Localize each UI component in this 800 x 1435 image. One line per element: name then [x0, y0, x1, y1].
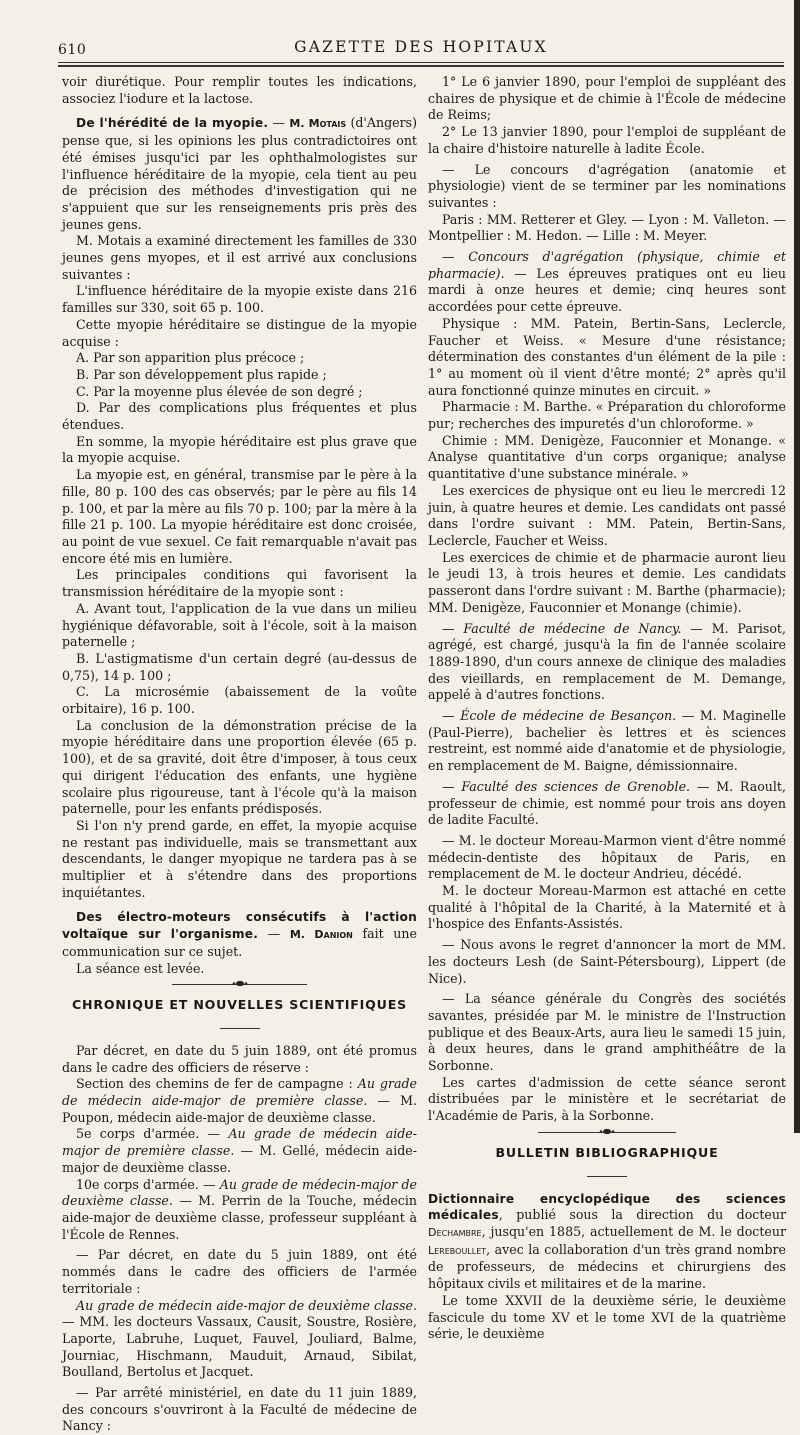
paragraph: Les cartes d'admission de cette séance seront distribuées par le ministère et le secrétariat de l'Académie de Paris, à la Sorbonne. — [428, 1074, 786, 1124]
paragraph: Les principales conditions qui favorisent la transmission héréditaire de la myopie sont : — [62, 567, 417, 600]
paragraph: Le tome XXVII de la deuxième série, le deuxième fascicule du tome XV et le tome XVI de la quatrième série, le deuxième — [428, 1292, 786, 1342]
paragraph: Si l'on n'y prend garde, en effet, la myopie acquise ne restant pas individuelle, mais se transmettant aux descendants, le danger myopique ne tardera pas à se multiplier et à s'étendre dans des proportions inquiétantes. — [62, 817, 417, 900]
list-item: C. Par la moyenne plus élevée de son degré ; — [76, 383, 363, 399]
paragraph: 10e corps d'armée. — Au grade de médecin-major de deuxième classe. — M. Perrin de la Touche, médecin aide-major de deuxième classe, professeur suppléant à l'École de Rennes. — [62, 1176, 417, 1242]
list-item: A. Par son apparition plus précoce ; — [76, 350, 305, 366]
paragraph: — La séance générale du Congrès des sociétés savantes, présidée par M. le ministre de l'Instruction publique et des Beaux-Arts, aura lieu le samedi 15 juin, à deux heures, dans le grand amphithéâtre de la Sorbonne. — [428, 991, 786, 1074]
paragraph: — Faculté des sciences de Grenoble. — M. Raoult, professeur de chimie, est nommé pour trois ans doyen de ladite Faculté. — [428, 778, 786, 828]
paragraph: L'influence héréditaire de la myopie existe dans 216 familles sur 330, soit 65 p. 100. — [62, 283, 417, 316]
heading-rule — [587, 1176, 627, 1177]
page-edge-shadow — [794, 0, 800, 1133]
paragraph: Pharmacie : M. Barthe. « Préparation du chloroforme pur; recherches des impuretés d'un chloroforme. » — [428, 399, 786, 432]
paragraph: — M. le docteur Moreau-Marmon vient d'être nommé médecin-dentiste des hôpitaux de Paris, en remplacement de M. le docteur Andrieu, décédé. — [428, 832, 786, 882]
paragraph: — Par décret, en date du 5 juin 1889, ont été nommés dans le cadre des officiers de l'armée territoriale : — [62, 1247, 417, 1296]
journal-title: GAZETTE DES HOPITAUX — [294, 38, 548, 56]
paragraph: Chimie : MM. Denigèze, Fauconnier et Monange. « Analyse quantitative d'un corps organique; analyse quantitative d'une substance minérale. » — [428, 432, 786, 482]
paragraph: — Nous avons le regret d'annoncer la mort de MM. les docteurs Lesh (de Saint-Pétersbourg), Lippert (de Nice). — [428, 937, 786, 986]
paragraph: En somme, la myopie héréditaire est plus grave que la myopie acquise. — [62, 433, 417, 466]
paragraph: Par décret, en date du 5 juin 1889, ont été promus dans le cadre des officiers de réserve : — [62, 1042, 417, 1075]
header-rule — [58, 62, 784, 63]
paragraph: Physique : MM. Patein, Bertin-Sans, Leclercle, Faucher et Weiss. « Mesure d'une résistance; détermination des constantes d'un élément de la pile : 1° au moment où il vient d'être monté; 2° après qu'il aura fonctionné quinze minutes en circuit. » — [428, 315, 786, 398]
paragraph: Paris : MM. Retterer et Gley. — Lyon : M. Valleton. — Montpellier : M. Hedon. — Lille : M. Meyer. — [428, 211, 786, 244]
list-item: B. Par son développement plus rapide ; — [76, 366, 327, 382]
paragraph: Section des chemins de fer de campagne : Au grade de médecin aide-major de première classe. — M. Poupon, médecin aide-major de deuxième classe. — [62, 1076, 418, 1125]
page-number: 610 — [58, 42, 87, 58]
author-name: M. Danion — [289, 928, 353, 942]
paragraph: — École de médecine de Besançon. — M. Maginelle (Paul-Pierre), bachelier ès lettres et ès sciences restreint, est nommé aide d'anatomie et de physiologie, en remplacement de M. Baigne, démissionnaire. — [428, 708, 786, 774]
list-item: C. La microsémie (abaissement de la voûte orbitaire), 16 p. 100. — [62, 684, 417, 717]
paragraph: La myopie est, en général, transmise par le père à la fille, 80 p. 100 des cas observés; par le père au fils 14 p. 100, et par la mère au fils 70 p. 100; par la mère à la fille 21 p. 100. La myopie héréditaire est donc croisée, au point de vue sexuel. Ce fait remarquable n'avait pas encore été mis en lumière. — [62, 467, 417, 566]
section-heading: BULLETIN BIBLIOGRAPHIQUE — [495, 1144, 719, 1160]
paragraph: M. Motais a examiné directement les familles de 330 jeunes gens myopes, et il est arrivé aux conclusions suivantes : — [62, 233, 417, 282]
section-divider — [428, 1125, 786, 1139]
right-column — [428, 74, 786, 1343]
author-name: M. Motais — [289, 117, 347, 131]
section-heading: CHRONIQUE ET NOUVELLES SCIENTIFIQUES — [72, 997, 407, 1013]
article-title: Des électro-moteurs consécutifs à l'action voltaïque sur l'organisme. — [62, 910, 417, 942]
myopia-article-intro: De l'hérédité de la myopie. — M. Motais (d'Angers) pense que, si les opinions les plus contradictoires ont été émises jusqu'ici par les ophthalmologistes sur l'influence héréditaire de la myopie, cela tient au peu de précision des méthodes d'investigation qui ne s'appuient que sur les renseignements pris près des jeunes gens. — [62, 115, 417, 232]
paragraph: Les exercices de chimie et de pharmacie auront lieu le jeudi 13, à trois heures et demie. Les candidats passeront dans l'ordre suivant : M. Barthe (pharmacie); MM. Denigèze, Fauconnier et Monange (chimie). — [428, 549, 786, 615]
list-item: D. Par des complications plus fréquentes et plus étendues. — [62, 400, 417, 433]
list-item: B. L'astigmatisme d'un certain degré (au-dessus de 0,75), 14 p. 100 ; — [62, 650, 417, 683]
paragraph: 5e corps d'armée. — Au grade de médecin aide-major de première classe. — M. Gellé, médecin aide-major de deuxième classe. — [62, 1126, 417, 1175]
paragraph: — Le concours d'agrégation (anatomie et physiologie) vient de se terminer par les nominations suivantes : — [428, 161, 786, 210]
paragraph: Les exercices de physique ont eu lieu le mercredi 12 juin, à quatre heures et demie. Les candidats ont passé dans l'ordre suivant : MM. Patein, Bertin-Sans, Leclercle, Faucher et Weiss. — [428, 482, 786, 548]
left-column — [62, 74, 417, 1435]
paragraph: M. le docteur Moreau-Marmon est attaché en cette qualité à l'hôpital de la Charité, à la Maternité et à l'hospice des Enfants-Assistés. — [428, 883, 786, 932]
paragraph: La séance est levée. — [76, 960, 205, 976]
list-item: 1° Le 6 janvier 1890, pour l'emploi de suppléant des chaires de physique et de chimie à l'École de médecine de Reims; — [428, 74, 786, 123]
section-divider — [62, 977, 417, 991]
header-rule-thick — [58, 65, 784, 67]
list-item: 2° Le 13 janvier 1890, pour l'emploi de suppléant de la chaire d'histoire naturelle à ladite École. — [428, 124, 786, 156]
paragraph: — Faculté de médecine de Nancy. — M. Parisot, agrégé, est chargé, jusqu'à la fin de l'année scolaire 1889-1890, d'un cours annexe de clinique des maladies des vieillards, en remplacement de M. Demange, appelé à d'autres fonctions. — [428, 620, 786, 703]
list-item: A. Avant tout, l'application de la vue dans un milieu hygiénique défavorable, soit à l'école, soit à la maison paternelle ; — [62, 600, 417, 650]
electro-article-intro: Des électro-moteurs consécutifs à l'action voltaïque sur l'organisme. — M. Danion fait une communication sur ce sujet. — [62, 910, 417, 959]
heading-rule — [220, 1028, 260, 1029]
paragraph: voir diurétique. Pour remplir toutes les indications, associez l'iodure et la lactose. — [62, 74, 417, 106]
paragraph: Au grade de médecin aide-major de deuxième classe. — MM. les docteurs Vassaux, Causit, Soustre, Rosière, Laporte, Labruhe, Luquet, Fauvel, Jouliard, Balme, Journiac, Hischmann, Mauduit, Arnaud, Sibilat, Boulland, Bertolus et Jacquet. — [62, 1297, 417, 1380]
bibliography-entry: Dictionnaire encyclopédique des sciences médicales, publié sous la direction du docteur Dechambre, jusqu'en 1885, actuellement de M. le docteur Lereboullet, avec la collaboration d'un très grand nombre de professeurs, de médecins et chirurgiens des hôpitaux civils et militaires et de la marine. — [428, 1191, 786, 1292]
article-title: De l'hérédité de la myopie. — [76, 116, 269, 131]
paragraph: — Par arrêté ministériel, en date du 11 juin 1889, des concours s'ouvriront à la Faculté de médecine de Nancy : — [62, 1385, 417, 1434]
paragraph: La conclusion de la démonstration précise de la myopie héréditaire dans une proportion élevée (65 p. 100), et de sa gravité, doit être d'imposer, à tous ceux qui dirigent l'éducation des enfants, une hygiène scolaire plus rigoureuse, tant à l'école qu'à la maison paternelle, pour les enfants prédisposés. — [62, 717, 417, 817]
paragraph: — Concours d'agrégation (physique, chimie et pharmacie). — Les épreuves pratiques ont eu lieu mardi à onze heures et demie; cinq heures sont accordées pour cette épreuve. — [428, 249, 786, 315]
paragraph: Cette myopie héréditaire se distingue de la myopie acquise : — [62, 316, 417, 349]
